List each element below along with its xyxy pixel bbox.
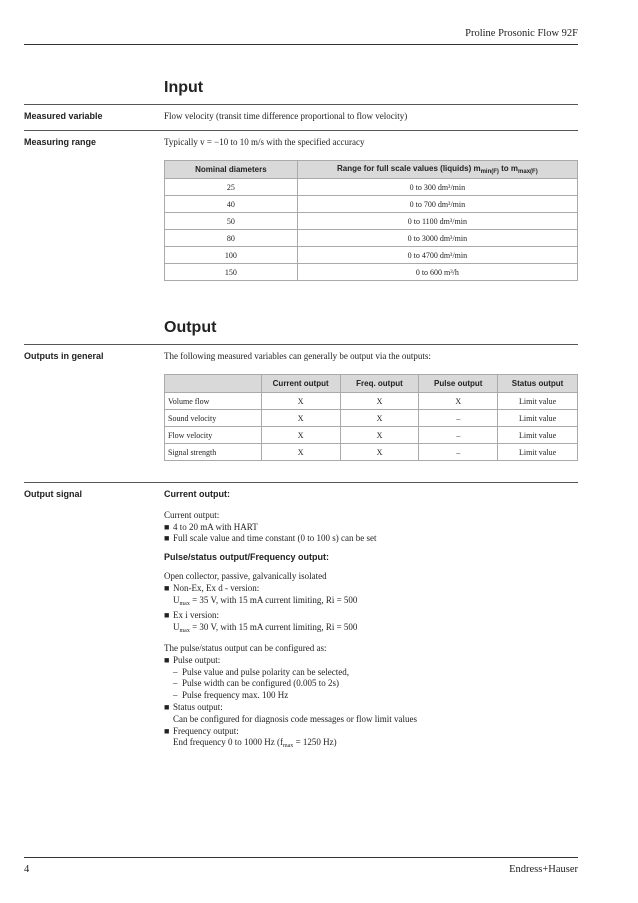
nominal-diameter-table xyxy=(164,160,578,281)
outputs-table-wrap xyxy=(164,374,578,461)
table-cell: 0 to 3000 dm³/min xyxy=(297,230,577,247)
table-cell: 40 xyxy=(165,196,298,213)
bullet-icon: ■ xyxy=(164,654,170,665)
table-cell: Signal strength xyxy=(165,444,262,461)
table-cell: Limit value xyxy=(498,410,578,427)
table-cell: 0 to 4700 dm³/min xyxy=(297,247,577,264)
nominal-diameter-table-wrap xyxy=(164,160,578,281)
sub-list-item: – Pulse value and pulse polarity can be selected, xyxy=(173,666,349,677)
output-signal-label: Output signal xyxy=(24,489,82,499)
table-cell: 0 to 1100 dm³/min xyxy=(297,213,577,230)
table-header-cell: Current output xyxy=(261,375,340,393)
table-cell: Volume flow xyxy=(165,393,262,410)
table-cell: 25 xyxy=(165,179,298,196)
dash-icon: – xyxy=(173,690,178,701)
table-cell: X xyxy=(340,393,419,410)
dash-icon: – xyxy=(173,678,178,689)
table-cell: X xyxy=(340,427,419,444)
page-number: 4 xyxy=(24,864,30,875)
list-item: ■ Status output: xyxy=(164,701,223,712)
table-cell: Flow velocity xyxy=(165,427,262,444)
current-output-intro: Current output: xyxy=(164,509,220,520)
table-cell: 0 to 300 dm³/min xyxy=(297,179,577,196)
list-item: ■ Full scale value and time constant (0 to 100 s) can be set xyxy=(164,533,377,544)
table-header-cell: Nominal diameters xyxy=(165,161,298,179)
list-item: ■ Pulse output: xyxy=(164,654,221,665)
table-header-row xyxy=(165,161,578,179)
input-section-title: Input xyxy=(164,79,204,96)
pulse-output-intro: Open collector, passive, galvanically isolated xyxy=(164,570,327,581)
table-header-cell: Pulse output xyxy=(419,375,498,393)
config-intro: The pulse/status output can be configured as: xyxy=(164,642,327,653)
table-header-cell xyxy=(165,375,262,393)
list-item-detail: End frequency 0 to 1000 Hz ($f_{max} = 1250$ Hz) xyxy=(173,737,337,750)
list-item: ■ Frequency output: xyxy=(164,725,239,736)
output-signal-content xyxy=(164,489,574,753)
bullet-icon: ■ xyxy=(164,533,170,544)
table-row xyxy=(165,444,578,461)
bullet-icon: ■ xyxy=(164,725,170,736)
measured-variable-text: Flow velocity (transit time difference proportional to flow velocity) xyxy=(164,111,408,121)
measuring-range-label: Measuring range xyxy=(24,137,97,147)
list-item: ■ Non-Ex, Ex d - version: xyxy=(164,582,260,593)
running-header: Proline Prosonic Flow 92F xyxy=(465,28,578,39)
sub-list-item: – Pulse width can be configured (0.005 to 2s) xyxy=(173,678,339,689)
table-row xyxy=(165,427,578,444)
sub-list-item: – Pulse frequency max. 100 Hz xyxy=(173,690,289,701)
outputs-general-text: The following measured variables can generally be output via the outputs: xyxy=(164,351,431,361)
table-header-row xyxy=(165,375,578,393)
table-header-cell: Status output xyxy=(498,375,578,393)
measuring-range-text: Typically v = −10 to 10 m/s with the specified accuracy xyxy=(164,137,365,147)
table-cell: 0 to 600 m³/h xyxy=(297,264,577,281)
table-row xyxy=(165,264,578,281)
table-row xyxy=(165,179,578,196)
table-cell: X xyxy=(261,410,340,427)
divider xyxy=(24,344,578,345)
table-cell: X xyxy=(261,427,340,444)
table-row xyxy=(165,196,578,213)
list-item: ■ 4 to 20 mA with HART xyxy=(164,521,258,532)
table-row xyxy=(165,230,578,247)
table-cell: Limit value xyxy=(498,393,578,410)
table-cell: 150 xyxy=(165,264,298,281)
table-cell: 80 xyxy=(165,230,298,247)
dash-icon: – xyxy=(173,666,178,677)
table-cell: 100 xyxy=(165,247,298,264)
table-cell: 0 to 700 dm³/min xyxy=(297,196,577,213)
pulse-output-heading: Pulse/status output/Frequency output: xyxy=(164,552,330,563)
bullet-icon: ■ xyxy=(164,610,170,621)
current-output-heading: Current output: xyxy=(164,489,230,499)
list-item: ■ Ex i version: xyxy=(164,610,219,621)
divider xyxy=(24,130,578,131)
bullet-icon: ■ xyxy=(164,521,170,532)
table-cell: X xyxy=(261,393,340,410)
table-header-cell: Freq. output xyxy=(340,375,419,393)
table-cell: Sound velocity xyxy=(165,410,262,427)
table-cell: – xyxy=(419,444,498,461)
table-cell: X xyxy=(340,444,419,461)
brand-name: Endress+Hauser xyxy=(509,864,578,875)
footer-rule xyxy=(24,857,578,858)
outputs-general-label: Outputs in general xyxy=(24,351,104,361)
table-cell: – xyxy=(419,427,498,444)
table-row xyxy=(165,410,578,427)
bullet-icon: ■ xyxy=(164,582,170,593)
table-cell: Limit value xyxy=(498,427,578,444)
table-cell: 50 xyxy=(165,213,298,230)
table-row xyxy=(165,247,578,264)
table-row xyxy=(165,213,578,230)
table-header-cell: Range for full scale values (liquids) $m_{min(F)}$ to $m_{max(F)}$ xyxy=(297,161,577,179)
table-cell: X xyxy=(261,444,340,461)
header-rule xyxy=(24,44,578,45)
measured-variable-label: Measured variable xyxy=(24,111,103,121)
list-item-detail: $U_{max} = 30$ V, with 15 mA current limiting, Ri = 500 xyxy=(173,622,358,635)
divider xyxy=(24,104,578,105)
table-row xyxy=(165,393,578,410)
table-cell: X xyxy=(340,410,419,427)
outputs-table xyxy=(164,374,578,461)
table-cell: – xyxy=(419,410,498,427)
table-cell: Limit value xyxy=(498,444,578,461)
list-item-detail: Can be configured for diagnosis code messages or flow limit values xyxy=(173,713,417,724)
divider xyxy=(24,482,578,483)
bullet-icon: ■ xyxy=(164,701,170,712)
table-cell: X xyxy=(419,393,498,410)
list-item-detail: $U_{max} = 35$ V, with 15 mA current limiting, Ri = 500 xyxy=(173,594,358,607)
output-section-title: Output xyxy=(164,319,217,336)
